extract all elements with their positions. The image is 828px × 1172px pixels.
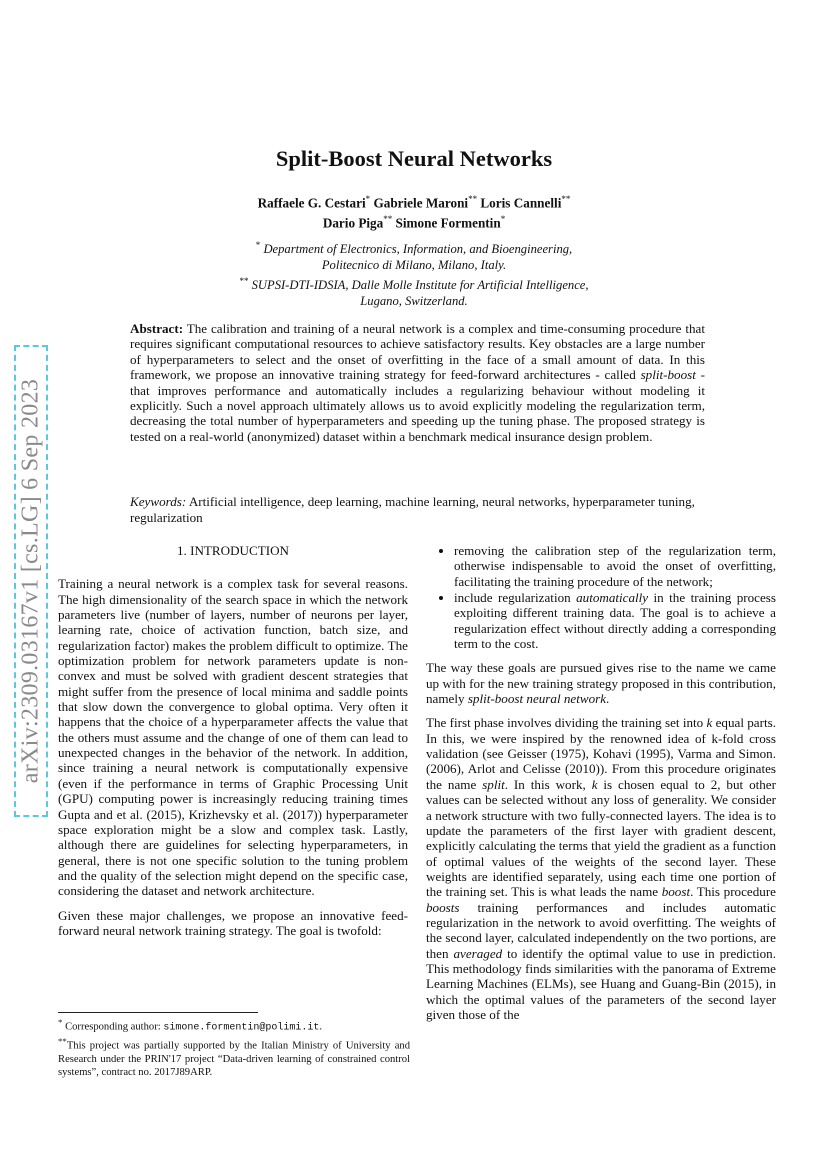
paragraph-text: is chosen equal to 2, but other values can be selected without any loss of generality. We consider a network structure with two fully-connected layers. The idea is to update the parameters of the first layer with gradient descent, explicitly calculating the terms that yield the gradient as a function of optimal values of the weights of the second layer. These weights are identified separately, using each time one portion of the training set. This is what leads the name bbox=[426, 776, 776, 900]
paragraph: Training a neural network is a complex task for several reasons. The high dimensionality of the search space in which the network parameters live (number of layers, number of neurons per layer, learning rate, choice of activation function, batch size, and regularization factor) makes the problem difficult to optimize. The optimization problem for network parameters update is non-convex and must be solved with gradient descent strategies that might suffer from the presence of local minima and saddle points that slow down the convergence to global optima. Very often it happens that the choice of a hyperparameter affects the value that the others must assume and the change of one of them can lead to unexpected changes in the behavior of the network. In addition, since training a neural network is computationally expensive (even if the performance in terms of Graphic Processing Unit (GPU) computing power is increasingly reducing training times Gupta and et al. (2015), Krizhevsky et al. (2017)) hyperparameter space exploration might be a slow and complex task. Lastly, although there are guidelines for selecting hyperparameters, in general, there is not one specific solution to the tuning problem and the quality of the selection might depend on the specific case, considering the dataset and network architecture. bbox=[58, 576, 408, 899]
paragraph-text: to identify the optimal value to use in prediction. This methodology finds similarities with the panorama of Extreme Learning Machines (ELMs), see Huang and Guang-Bin (2015), in which the optimal values of the parameters of the second layer given those of the bbox=[426, 945, 776, 1022]
abstract-emph: split-boost bbox=[640, 367, 696, 383]
paragraph-text: . This procedure bbox=[690, 884, 776, 900]
author-line-2 bbox=[0, 211, 828, 231]
keywords-text: Artificial intelligence, deep learning, machine learning, neural networks, hyperparameter tuning, regularization bbox=[130, 494, 695, 525]
affiliation-1-line-1 bbox=[0, 238, 828, 258]
paragraph-text: training performances and includes automatic regularization in the network to avoid overfitting. The weights of the second layer, calculated independently on the two portions, are then bbox=[426, 899, 776, 961]
paragraph bbox=[426, 660, 776, 706]
abstract-label: Abstract: bbox=[130, 321, 184, 336]
affiliation-2-line-2: Lugano, Switzerland. bbox=[360, 293, 468, 308]
goal-list bbox=[426, 543, 776, 651]
affiliation-mark: * bbox=[255, 240, 261, 250]
paragraph-emph: split-boost neural network bbox=[467, 691, 607, 707]
paragraph: Given these major challenges, we propose an innovative feed-forward neural network training strategy. The goal is twofold: bbox=[58, 907, 408, 938]
list-item: • removing the calibration step of the regularization term, otherwise indispensable to avoid the onset of overfitting, facilitating the training procedure of the network; bbox=[454, 543, 776, 589]
affiliation-text: Department of Electronics, Information, and Bioengineering, bbox=[263, 242, 573, 257]
paragraph-emph: averaged bbox=[453, 945, 503, 961]
author-mark: * bbox=[365, 194, 371, 204]
author-mark: ** bbox=[468, 194, 478, 204]
keywords-label: Keywords: bbox=[130, 494, 187, 509]
paragraph-text: The way these goals are pursued gives rise to the name we came up with for the new training strategy proposed in this contribution, namely bbox=[426, 660, 776, 707]
footnote-1 bbox=[58, 1016, 410, 1035]
footnote-mark: ** bbox=[58, 1035, 67, 1046]
author-email: simone.formentin@polimi.it bbox=[163, 1022, 320, 1034]
list-item-text-end: in the training process exploiting different training data. The goal is to achieve a regularization effect without directly adding a corresponding term to the cost. bbox=[454, 590, 776, 652]
affiliation-2-line-1 bbox=[0, 274, 828, 294]
left-column bbox=[58, 543, 408, 947]
paragraph-text: . In this work, bbox=[504, 776, 592, 792]
author-mark: ** bbox=[383, 214, 393, 225]
affiliation-1-line-2: Politecnico di Milano, Milano, Italy. bbox=[321, 257, 507, 272]
author-name: Raffaele G. Cestari bbox=[257, 195, 366, 211]
footnote-rule bbox=[58, 1012, 258, 1013]
author-name: Gabriele Maroni bbox=[373, 195, 469, 211]
author-mark: * bbox=[500, 214, 506, 225]
keywords bbox=[130, 494, 705, 525]
abstract-text: The calibration and training of a neural network is a complex and time-consuming procedure that requires significant computational resources to achieve satisfactory results. Key obstacles are a large number of hyperparameters to select and the onset of overfitting in the face of a small amount of data. In this framework, we propose an innovative training strategy for feed-forward architectures - called bbox=[130, 321, 705, 383]
abstract bbox=[130, 321, 705, 444]
footnote-text-end: . bbox=[319, 1021, 323, 1033]
author-mark: ** bbox=[561, 194, 571, 204]
paragraph-emph: split bbox=[482, 776, 505, 792]
paper-title: Split-Boost Neural Networks bbox=[275, 146, 553, 171]
paragraph-text-end: . bbox=[606, 691, 610, 707]
list-item-emph: automatically bbox=[576, 590, 649, 606]
author-name: Dario Piga bbox=[322, 215, 384, 231]
arxiv-stamp bbox=[14, 345, 48, 817]
footnotes bbox=[58, 1016, 410, 1080]
footnote-text: Corresponding author: bbox=[62, 1021, 164, 1033]
paragraph-text: equal parts. In this, we were inspired by the renowned idea of k-fold cross validation (see Geisser (1975), Kohavi (1995), Varma and Simon. (2006), Arlot and Celisse (2010)). From this procedure originates the name bbox=[426, 715, 776, 792]
section-heading: 1. INTRODUCTION bbox=[176, 543, 289, 558]
affiliation-mark: ** bbox=[239, 275, 249, 286]
math-var: k bbox=[706, 715, 713, 731]
affiliation-text: SUPSI-DTI-IDSIA, Dalle Molle Institute for Artificial Intelligence, bbox=[251, 277, 589, 292]
author-name: Loris Cannelli bbox=[480, 195, 562, 211]
paragraph-emph: boost bbox=[661, 884, 691, 900]
footnote-2 bbox=[58, 1035, 410, 1080]
paragraph-text: The first phase involves dividing the training set into bbox=[426, 715, 707, 731]
math-var: k bbox=[591, 776, 598, 792]
right-column bbox=[426, 543, 776, 1031]
arxiv-stamp-text: arXiv:2309.03167v1 [cs.LG] 6 Sep 2023 bbox=[17, 378, 44, 784]
footnote-mark: * bbox=[58, 1017, 63, 1027]
affiliations bbox=[0, 238, 828, 310]
paragraph bbox=[426, 715, 776, 1022]
list-item-text: include regularization bbox=[454, 590, 577, 606]
abstract-text-end: - that improves performance and automatically includes a regularizing behaviour without modeling it explicitly. Such a novel approach ultimately allows us to avoid explicitly modeling the regularization term, decreasing the total number of hyperparameters and speeding up the tuning phase. The proposed strategy is tested on a real-world (anonymized) dataset within a benchmark medical insurance design problem. bbox=[130, 367, 705, 444]
author-line-1 bbox=[0, 191, 828, 211]
paragraph-emph: boosts bbox=[426, 899, 460, 915]
list-item bbox=[454, 590, 776, 651]
author-list bbox=[0, 191, 828, 232]
footnote-text: This project was partially supported by the Italian Ministry of University and Research under the PRIN'17 project “Data-driven learning of constrained control systems”, contract no. 2017J89ARP. bbox=[58, 1040, 410, 1079]
author-name: Simone Formentin bbox=[395, 215, 501, 231]
